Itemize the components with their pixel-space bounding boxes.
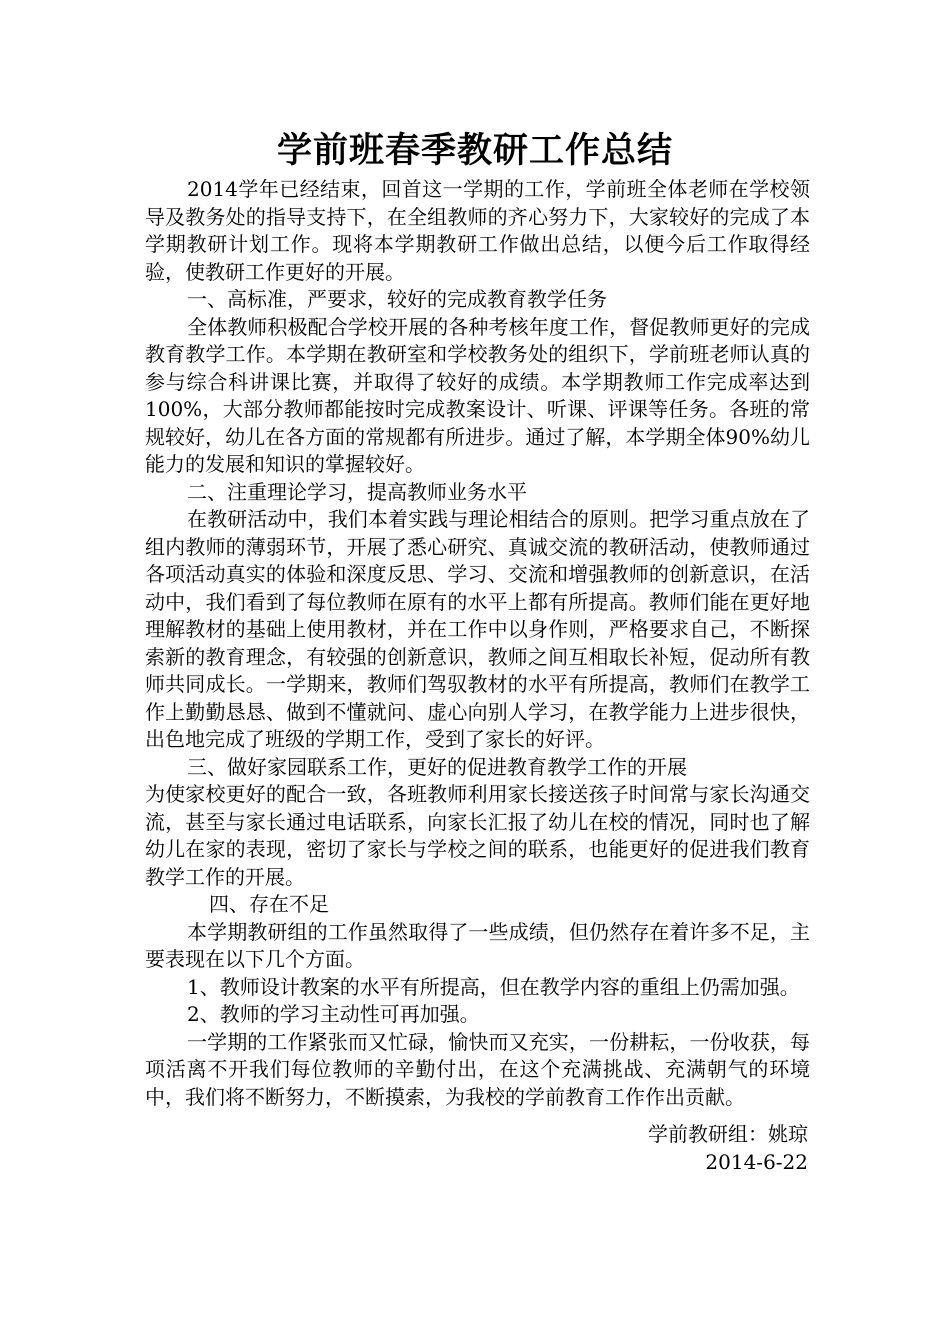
intro-paragraph: 2014学年已经结束，回首这一学期的工作，学前班全体老师在学校领导及教务处的指导支持下，在全组教师的齐心努力下，大家较好的完成了本学期教研计划工作。现将本学期教研工作做出总结，以便今后工作取得经验，使教研工作更好的开展。 [145, 177, 810, 284]
section-paragraph-4: 本学期教研组的工作虽然取得了一些成绩，但仍然存在着许多不足，主要表现在以下几个方面。 [145, 919, 810, 971]
section-heading-1: 一、高标准，严要求，较好的完成教育教学任务 [187, 287, 607, 311]
document-title: 学前班春季教研工作总结 [276, 131, 673, 171]
closing-paragraph: 一学期的工作紧张而又忙碌，愉快而又充实，一份耕耘，一份收获，每项活离不开我们每位教师的辛勤付出，在这个充满挑战、充满朝气的环境中，我们将不断努力，不断摸索，为我校的学前教育工作作出贡献。 [145, 1029, 810, 1109]
section-heading-4: 四、存在不足 [209, 892, 329, 916]
section-paragraph-2: 在教研活动中，我们本着实践与理论相结合的原则。把学习重点放在了组内教师的薄弱环节，开展了悉心研究、真诚交流的教研活动，使教师通过各项活动真实的体验和深度反思、学习、交流和增强教师的创新意识，在活动中，我们看到了每位教师在原有的水平上都有所提高。教师们能在更好地理解教材的基础上使用教材，并在工作中以身作则，严格要求自己，不断探索新的教育理念，有较强的创新意识，教师之间互相取长补短，促动所有教师共同成长。一学期来，教师们驾驭教材的水平有所提高，教师们在教学工作上勤勤恳恳、做到不懂就问、虚心向别人学习，在教学能力上进步很快，出色地完成了班级的学期工作，受到了家长的好评。 [145, 507, 810, 751]
signature-group: 学前教研组：姚琼 [648, 1122, 808, 1146]
section-paragraph-1: 全体教师积极配合学校开展的各种考核年度工作，督促教师更好的完成教育教学工作。本学期在教研室和学校教务处的组织下，学前班老师认真的参与综合科讲课比赛，并取得了较好的成绩。本学期教师工作完成率达到100%，大部分教师都能按时完成教案设计、听课、评课等任务。各班的常规较好，幼儿在各方面的常规都有所进步。通过了解，本学期全体90%幼儿能力的发展和知识的掌握较好。 [145, 314, 810, 476]
signature-date: 2014-6-22 [705, 1149, 808, 1174]
section-heading-2: 二、注重理论学习，提高教师业务水平 [187, 479, 527, 504]
signature-block [500, 1121, 808, 1176]
list-item: 2、教师的学习主动性可再加强。 [187, 1002, 480, 1026]
section-paragraph-3: 为使家校更好的配合一致，各班教师利用家长接送孩子时间常与家长沟通交流，甚至与家长通过电话联系，向家长汇报了幼儿在校的情况，同时也了解幼儿在家的表现，密切了家长与学校之间的联系，也能更好的促进我们教育教学工作的开展。 [145, 782, 810, 889]
list-item: 1、教师设计教案的水平有所提高，但在教学内容的重组上仍需加强。 [187, 974, 800, 999]
document-body [145, 176, 810, 1111]
section-heading-3: 三、做好家园联系工作，更好的促进教育教学工作的开展 [187, 754, 687, 779]
